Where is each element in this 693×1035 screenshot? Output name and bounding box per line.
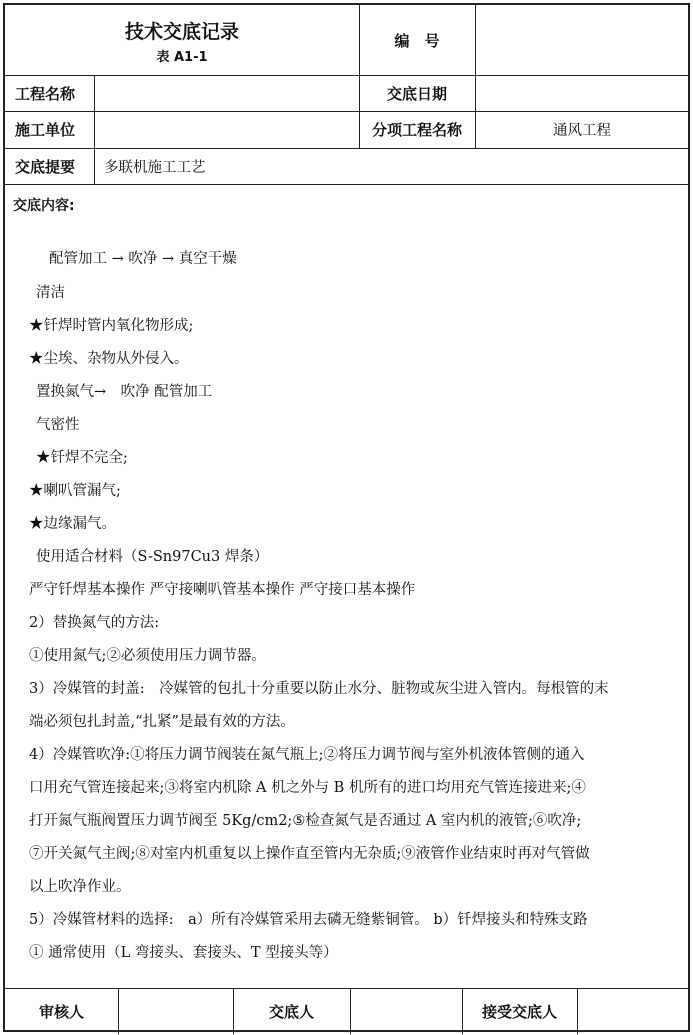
content-line: 2）替换氮气的方法:	[29, 615, 160, 631]
content-line: ★尘埃、杂物从外侵入。	[29, 351, 189, 367]
content-line: 端必须包扎封盖,“扎紧”是最有效的方法。	[29, 714, 295, 730]
form-frame	[3, 3, 690, 1032]
number-label: 编 号	[394, 31, 440, 50]
content-heading: 交底内容:	[13, 198, 75, 214]
sub-project-label: 分项工程名称	[371, 121, 462, 139]
content-line: 置换氮气→ 吹净 配管加工	[36, 384, 213, 400]
content-line: ★钎焊时管内氧化物形成;	[29, 318, 194, 334]
header-title-cell	[5, 5, 359, 75]
content-line: 3）冷媒管的封盖: 冷媒管的包扎十分重要以防止水分、脏物或灰尘进入管内。每根管的末	[29, 681, 609, 697]
summary-label: 交底提要	[15, 157, 76, 176]
construction-unit-label: 施工单位	[15, 121, 76, 139]
project-name-label: 工程名称	[15, 84, 76, 103]
content-line: ★喇叭管漏气;	[29, 483, 121, 499]
content-line: ① 通常使用（L 弯接头、套接头、T 型接头等）	[29, 945, 338, 961]
content-line: 以上吹净作业。	[29, 879, 131, 895]
content-line: ⑦开关氮气主阀;⑧对室内机重复以上操作直至管内无杂质;⑨液管作业结束时再对气管做	[29, 846, 590, 862]
content-line: 口用充气管连接起来;③将室内机除 A 机之外与 B 机所有的进口均用充气管连接进来;④	[29, 780, 586, 796]
number-value	[475, 5, 689, 75]
content-line: ①使用氮气;②必须使用压力调节器。	[29, 648, 266, 664]
summary-value: 多联机施工工艺	[104, 159, 206, 176]
content-line: 使用适合材料（S-Sn97Cu3 焊条）	[36, 549, 269, 565]
content-line: 气密性	[36, 417, 80, 433]
discloser-label: 交底人	[268, 1002, 314, 1021]
content-line: 4）冷媒管吹净:①将压力调节阀装在氮气瓶上;②将压力调节阀与室外机液体管侧的通入	[29, 747, 585, 763]
page-title: 技术交底记录	[124, 21, 239, 43]
receiver-label: 接受交底人	[481, 1002, 557, 1021]
receiver-signature-cell	[577, 988, 689, 1034]
construction-unit-value	[94, 111, 359, 148]
content-line: 5）冷媒管材料的选择: a）所有冷媒管采用去磷无缝紫铜管。 b）钎焊接头和特殊支路	[29, 912, 588, 928]
content-line: 严守钎焊基本操作 严守接喇叭管基本操作 严守接口基本操作	[29, 582, 416, 598]
reviewer-label: 审核人	[38, 1002, 84, 1021]
row-divider	[5, 184, 688, 185]
content-line: ★边缘漏气。	[29, 516, 116, 532]
reviewer-signature-cell	[118, 988, 233, 1034]
content-line: 清洁	[36, 285, 65, 301]
project-name-value	[94, 75, 359, 111]
content-line: 打开氮气瓶阀置压力调节阀至 5Kg/cm2;⑤检查氮气是否通过 A 室内机的液管;⑥吹净;	[29, 813, 582, 829]
sub-project-value: 通风工程	[553, 123, 611, 139]
discloser-signature-cell	[350, 988, 462, 1034]
content-line: ★钎焊不完全;	[36, 450, 128, 466]
form-code: 表 A1-1	[156, 50, 208, 65]
content-line: 配管加工 → 吹净 → 真空干燥	[49, 251, 237, 267]
handover-date-value	[475, 75, 689, 111]
handover-date-label: 交底日期	[386, 84, 447, 103]
